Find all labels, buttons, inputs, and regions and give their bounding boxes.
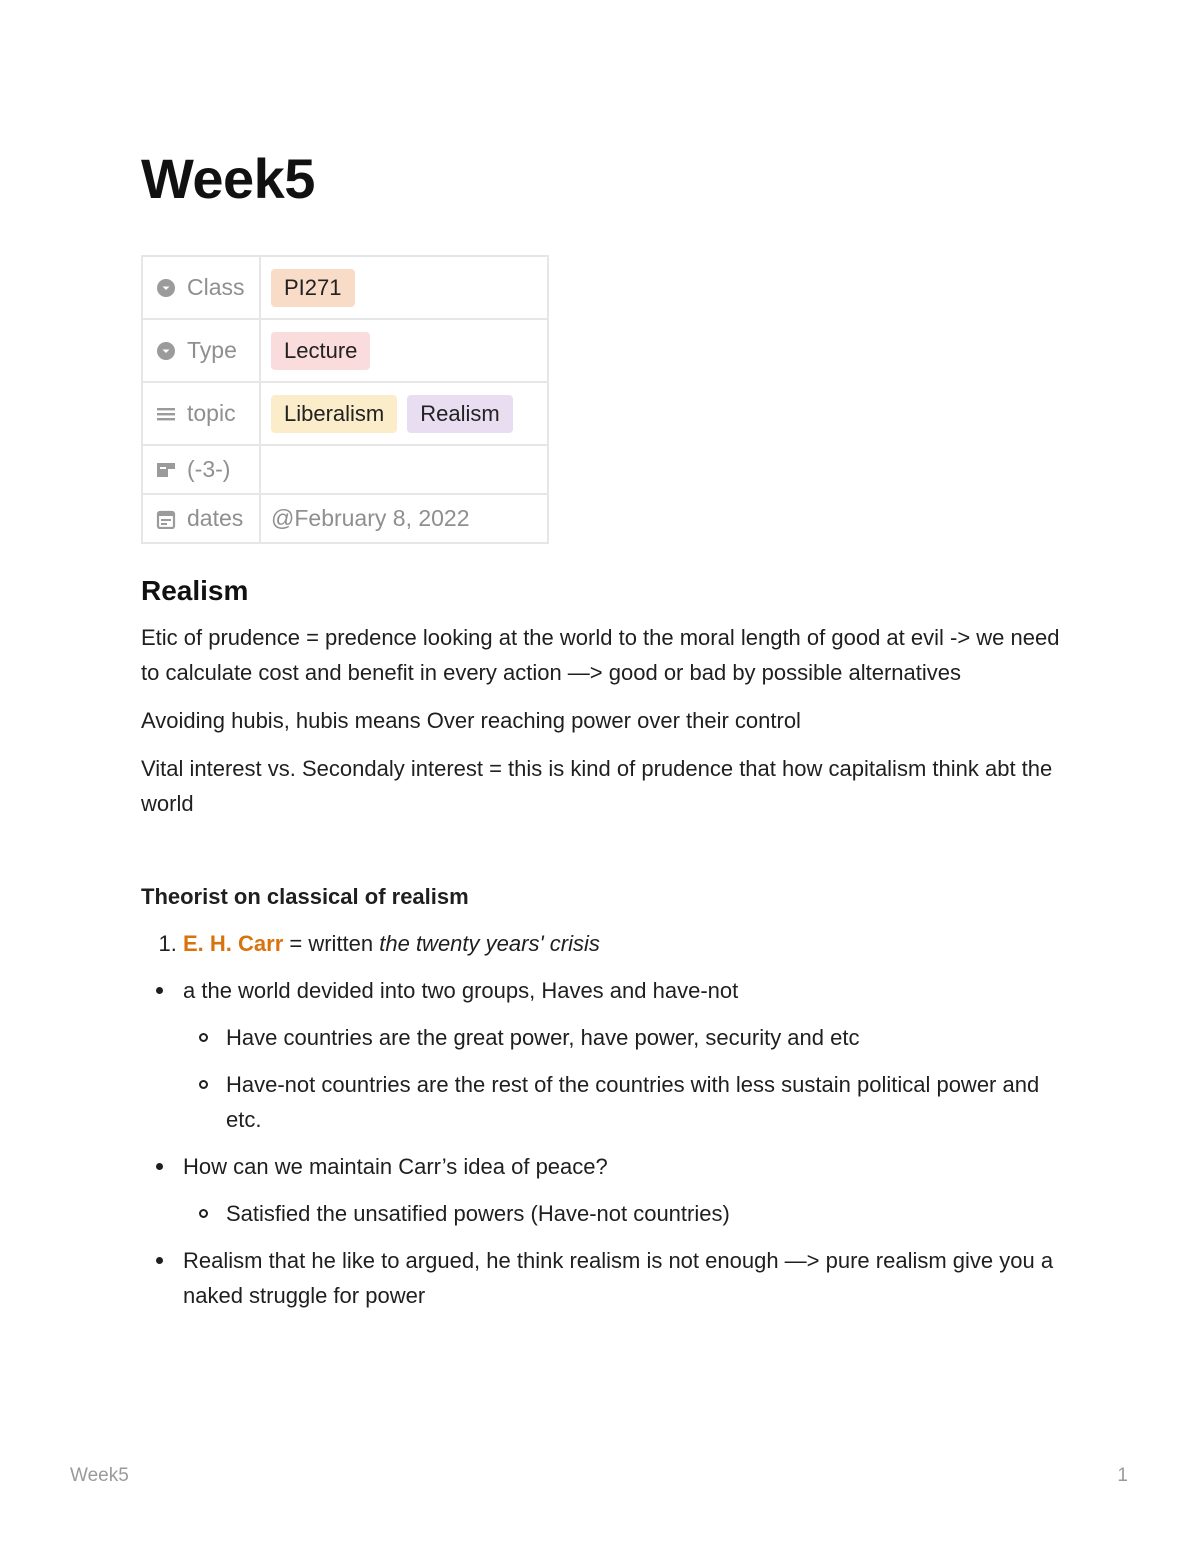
property-row-dates: [142, 494, 548, 543]
topic-tag: Realism: [407, 395, 512, 433]
property-row-type: [142, 319, 548, 382]
topic-tag: Liberalism: [271, 395, 397, 433]
numbered-item-text: = written: [283, 931, 380, 956]
property-row-class: [142, 256, 548, 319]
list-item: Have countries are the great power, have power, security and etc: [183, 1020, 1061, 1055]
class-tag: PI271: [271, 269, 355, 307]
bullet-list: [141, 973, 1061, 1313]
page-title: Week5: [141, 147, 315, 210]
list-icon: [155, 403, 177, 425]
sub-bullet-list: [183, 1020, 1061, 1137]
calendar-icon: [155, 508, 177, 530]
sub-bullet-list: [183, 1196, 1061, 1231]
property-label: Type: [187, 337, 237, 363]
property-row-topic: [142, 382, 548, 445]
property-label: topic: [187, 400, 236, 426]
paragraph: Vital interest vs. Secondaly interest = this is kind of prudence that how capitalism think abt the world: [141, 756, 1053, 816]
property-value-topic[interactable]: [260, 382, 548, 445]
section-heading: Realism: [141, 575, 249, 606]
list-item-text: a the world devided into two groups, Haves and have-not: [183, 978, 739, 1003]
footer-title: Week5: [70, 1465, 129, 1486]
list-item: [141, 1243, 1061, 1313]
property-row-number: [142, 445, 548, 494]
list-item: Have-not countries are the rest of the countries with less sustain political power and etc.: [183, 1067, 1061, 1137]
paragraph: Avoiding hubis, hubis means Over reaching power over their control: [141, 708, 801, 733]
list-item: [141, 1149, 1061, 1231]
property-value-class[interactable]: [260, 256, 548, 319]
property-value-type[interactable]: [260, 319, 548, 382]
section-body: [141, 620, 1061, 1325]
date-value: @February 8, 2022: [271, 505, 470, 531]
theorist-name: E. H. Carr: [183, 931, 284, 956]
property-label: (-3-): [187, 456, 231, 482]
book-title: the twenty years' crisis: [379, 931, 600, 956]
property-label: dates: [187, 505, 244, 531]
property-label: Class: [187, 274, 245, 300]
formula-icon: [155, 459, 177, 481]
type-tag: Lecture: [271, 332, 370, 370]
page-number: 1: [1117, 1465, 1128, 1486]
list-item-text: Realism that he like to argued, he think realism is not enough —> pure realism give you a naked struggle for power: [183, 1248, 1054, 1308]
property-value-dates[interactable]: [260, 494, 548, 543]
list-item-text: How can we maintain Carr’s idea of peace?: [183, 1154, 608, 1179]
properties-table: [141, 255, 549, 544]
numbered-list: [141, 926, 1061, 961]
numbered-item: [183, 926, 1061, 961]
paragraph: Etic of prudence = predence looking at the world to the moral length of good at evil -> we need to calculate cost and benefit in every action —> good or bad by possible alternatives: [141, 625, 1060, 685]
list-item: Satisfied the unsatified powers (Have-not countries): [183, 1196, 1061, 1231]
property-value-number[interactable]: [260, 445, 548, 494]
select-icon: [155, 277, 177, 299]
select-icon: [155, 340, 177, 362]
list-item: [141, 973, 1061, 1137]
subheading: Theorist on classical of realism: [141, 884, 469, 909]
